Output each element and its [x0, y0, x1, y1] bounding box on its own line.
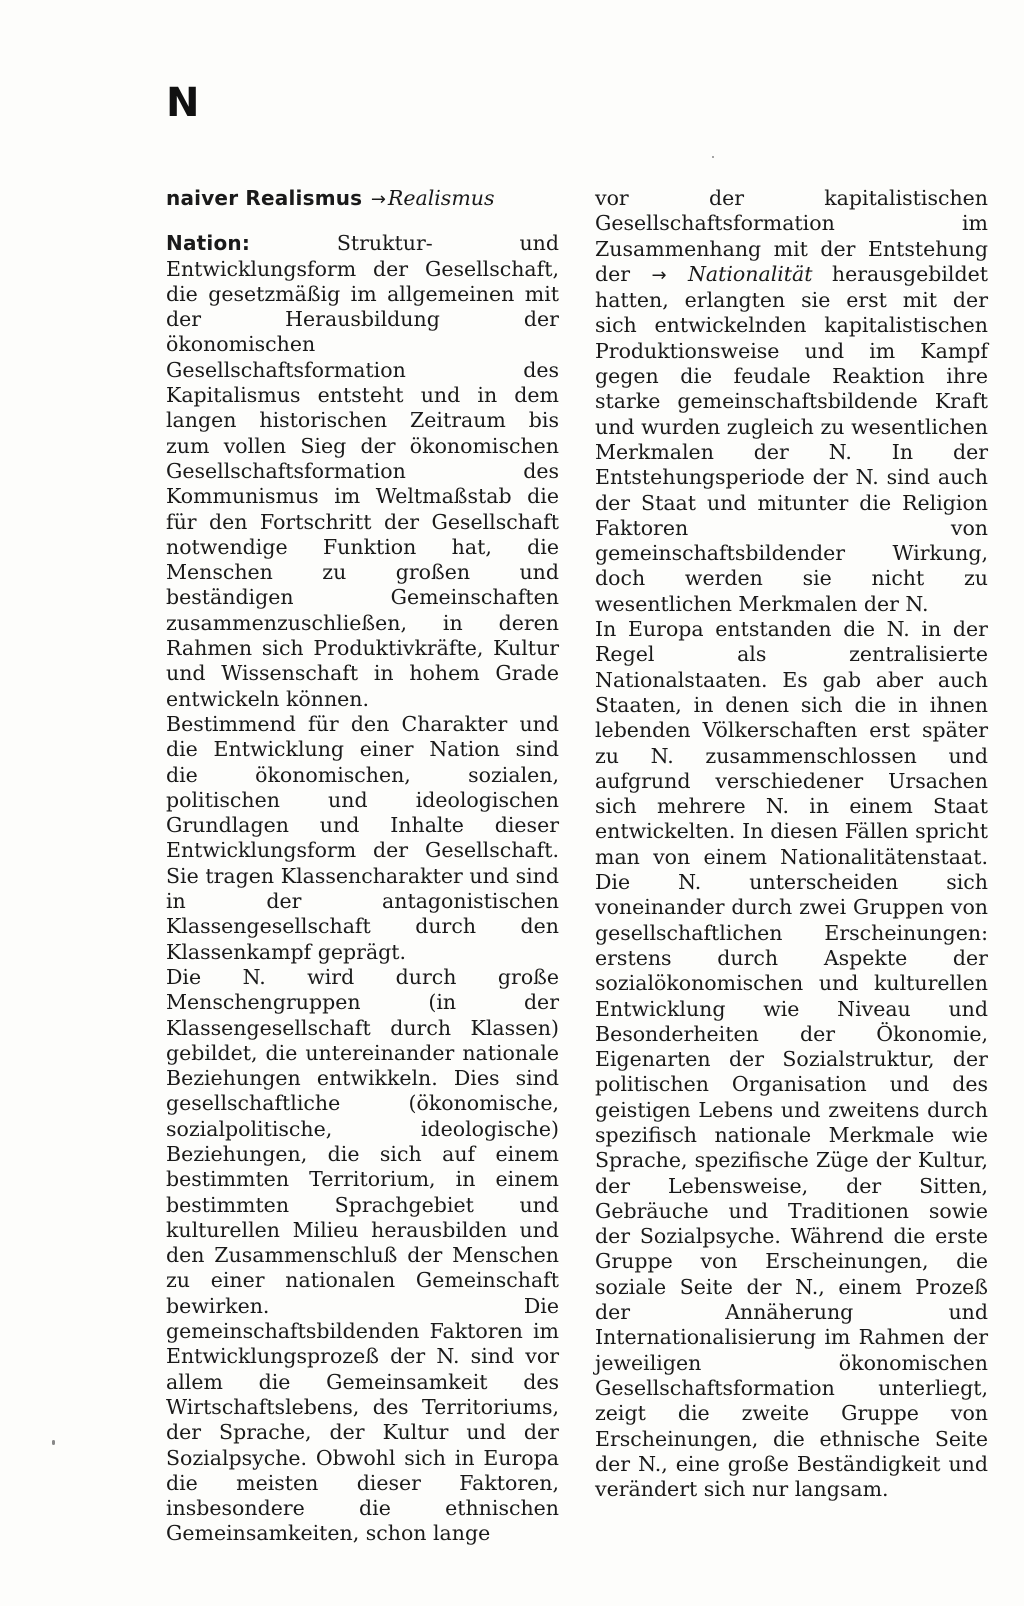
- paragraph-3-continued-text-a: vor der kapitalistischen Gesellschaftsformation im Zusammenhang mit der Entstehung der: [595, 186, 988, 286]
- section-letter: N: [166, 80, 200, 126]
- entry-nation-paragraph-1: [166, 231, 559, 712]
- entry-nation-paragraph-2: Bestimmend für den Charakter und die Entwicklung einer Nation sind die ökonomischen, sozialen, politischen und ideologischen Grundlagen und Inhalte dieser Entwicklungsform der Gesellschaft. Sie tragen Klassencharakter und sind in der antagonistischen Klassengesellschaft durch den Klassenkampf geprägt.: [166, 711, 559, 964]
- right-column: [595, 186, 988, 1502]
- entry-nation-paragraph-4: In Europa entstanden die N. in der Regel als zentralisierte Nationalstaaten. Es gab aber auch Staaten, in denen sich die in ihnen lebenden Völkerschaften erst später zu N. zusammenschlossen und aufgrund verschiedener Ursachen sich mehrere N. in einem Staat entwickelten. In diesen Fällen spricht man von einem Nationalitätenstaat. Die N. unterscheiden sich voneinander durch zwei Gruppen von gesellschaftlichen Erscheinungen: erstens durch Aspekte der sozialökonomischen und kulturellen Entwicklung wie Niveau und Besonderheiten der Ökonomie, Eigenarten der Sozialstruktur, der politischen Organisation und des geistigen Lebens und zweitens durch spezifisch nationale Merkmale wie Sprache, spezifische Züge der Kultur, der Lebensweise, der Sitten, Gebräuche und Traditionen sowie der Sozialpsyche. Während die erste Gruppe von Erscheinungen, die soziale Seite der N., einem Prozeß der Annäherung und Internationalisierung im Rahmen der jeweiligen ökonomischen Gesellschaftsformation unterliegt, zeigt die zweite Gruppe von Erscheinungen, die ethnische Seite der N., eine große Beständigkeit und verändert sich nur langsam.: [595, 617, 988, 1502]
- cross-reference-realismus[interactable]: Realismus: [387, 186, 495, 210]
- cross-reference-arrow-icon: →: [370, 189, 386, 210]
- print-speck: [712, 156, 714, 158]
- entry-nation-paragraph-3-continued: [595, 186, 988, 617]
- left-column: [166, 186, 559, 1547]
- paragraph-3-continued-text-b: herausgebildet hatten, erlangten sie erst mit der sich entwickelnden kapitalistischen Produktionsweise und im Kampf gegen die feudale Reaktion ihre starke gemeinschaftsbildende Kraft und wurden zugleich zu wesentlichen Merkmalen der N. In der Entstehungsperiode der N. sind auch der Staat und mitunter die Religion Faktoren von gemeinschaftsbildender Wirkung, doch werden sie nicht zu wesentlichen Merkmalen der N.: [595, 261, 988, 616]
- headword-nation: Nation:: [166, 231, 251, 256]
- cross-reference-arrow-icon: →: [651, 264, 667, 286]
- entry-naiver-realismus: [166, 186, 559, 212]
- nation-definition-text: Struktur- und Entwicklungsform der Gesellschaft, die gesetzmäßig im allgemeinen mit der Herausbildung der ökonomischen Gesellschaftsformation des Kapitalismus entsteht und in dem langen historischen Zeitraum bis zum vollen Sieg der ökonomischen Gesellschaftsformation des Kommunismus im Weltmaßstab die für den Fortschritt der Gesellschaft notwendige Funktion hat, die Menschen zu großen und beständigen Gemeinschaften zusammenzuschließen, in deren Rahmen sich Produktivkräfte, Kultur und Wissenschaft in hohem Grade entwickeln können.: [166, 231, 559, 711]
- headword-naiver-realismus: naiver Realismus: [166, 186, 363, 210]
- cross-reference-nationalitaet[interactable]: Nationalität: [687, 261, 813, 286]
- entry-nation-paragraph-3: Die N. wird durch große Menschengruppen (in der Klassengesellschaft durch Klassen) gebildet, die untereinander nationale Beziehungen entwikkeln. Dies sind gesellschaftliche (ökonomische, sozialpolitische, ideologische) Beziehungen, die sich auf einem bestimmten Territorium, in einem bestimmten Sprachgebiet und kulturellen Milieu herausbilden und den Zusammenschluß der Menschen zu einer nationalen Gemeinschaft bewirken. Die gemeinschaftsbildenden Faktoren im Entwicklungsprozeß der N. sind vor allem die Gemeinsamkeit des Wirtschaftslebens, des Territoriums, der Sprache, der Kultur und der Sozialpsyche. Obwohl sich in Europa die meisten dieser Faktoren, insbesondere die ethnischen Gemeinsamkeiten, schon lange: [166, 964, 559, 1546]
- print-speck: [52, 1440, 55, 1445]
